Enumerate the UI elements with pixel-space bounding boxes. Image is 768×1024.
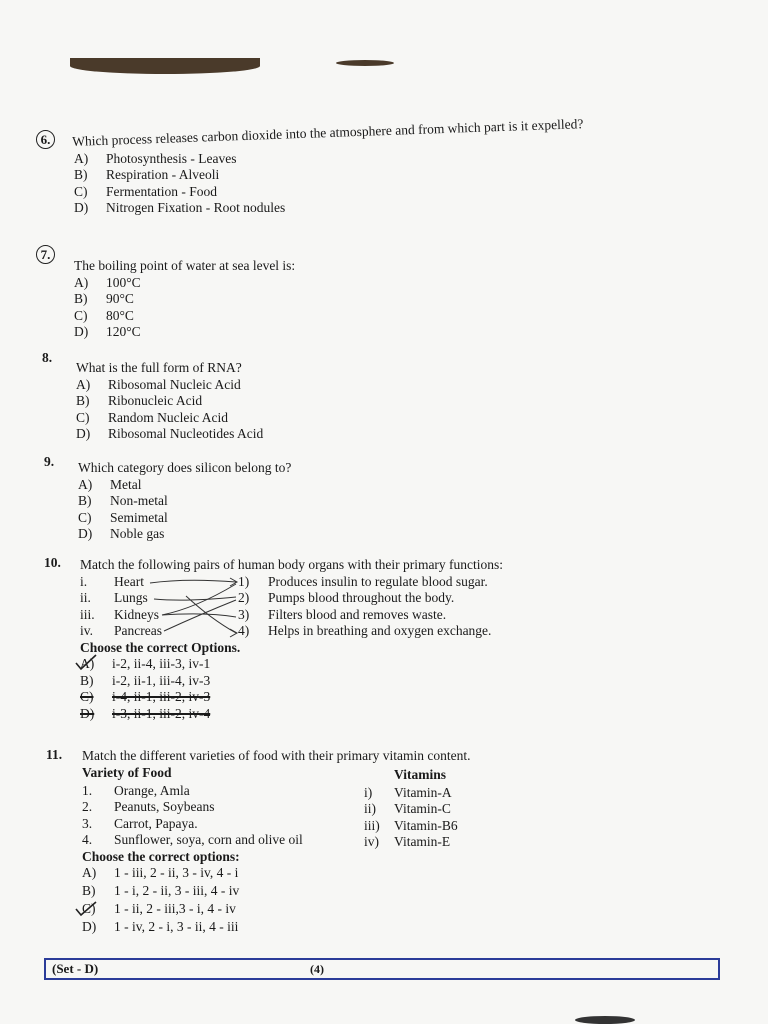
q11-food-3: 3. Carrot, Papaya. [82, 815, 198, 831]
q10-left-4: iv. Pancreas [80, 623, 162, 638]
q10-left-3: iii. Kidneys [80, 606, 159, 622]
q8-option-c: C) Random Nucleic Acid [76, 409, 228, 425]
q11-text: Match the different varieties of food with their primary vitamin content. [82, 748, 471, 763]
q11-option-b: B) 1 - i, 2 - ii, 3 - iii, 4 - iv [82, 883, 240, 898]
top-smudge-left [70, 58, 260, 74]
q11-block [82, 748, 502, 937]
q11-vitamin-3: iii) Vitamin-B6 [364, 817, 458, 833]
q8-option-b: B) Ribonucleic Acid [76, 393, 203, 408]
q11-food-2: 2. Peanuts, Soybeans [82, 799, 215, 814]
q7-option-d: D) 120°C [74, 324, 141, 339]
q10-option-d: D) i-3, ii-1, iii-2, iv-4 [80, 705, 211, 721]
q11-option-d: D) 1 - iv, 2 - i, 3 - ii, 4 - iii [82, 919, 239, 934]
q10-option-a: A) i-2, ii-4, iii-3, iv-1 [80, 656, 540, 673]
q10-block [80, 557, 540, 722]
q7-number: 7. [36, 245, 55, 264]
q8-block [76, 360, 476, 443]
q7-option-c: C) 80°C [74, 307, 134, 323]
q9-block [78, 460, 478, 543]
q6-option-c: C) Fermentation - Food [74, 183, 217, 199]
q7-option-b: B) 90°C [74, 291, 134, 306]
q10-right-2: 2) Pumps blood throughout the body. [238, 590, 455, 605]
q10-left-2: ii. Lungs [80, 590, 148, 605]
q11-option-a: A) 1 - iii, 2 - ii, 3 - iv, 4 - i [82, 865, 239, 880]
set-label: (Set - D) [52, 961, 99, 976]
q11-vitamin-1: i) Vitamin-A [364, 784, 452, 800]
page-number: (4) [310, 962, 324, 976]
q11-vitamin-4: iv) Vitamin-E [364, 834, 451, 849]
q7-text: The boiling point of water at sea level is: [74, 258, 296, 273]
q6-option-a: A) Photosynthesis - Leaves [74, 150, 237, 166]
q6-option-d: D) Nitrogen Fixation - Root nodules [74, 200, 286, 215]
q6-block [72, 116, 592, 217]
q9-option-c: C) Semimetal [78, 509, 168, 525]
q10-text: Match the following pairs of human body organs with their primary functions: [80, 557, 504, 572]
tick-mark-icon [74, 654, 100, 672]
q8-text: What is the full form of RNA? [76, 360, 242, 375]
q11-col2-header: Vitamins [394, 766, 447, 782]
q11-col1-header: Variety of Food [82, 764, 172, 780]
bottom-smudge [575, 1016, 635, 1024]
q9-option-a: A) Metal [78, 476, 142, 492]
q10-number: 10. [44, 555, 61, 570]
q10-right-1: 1) Produces insulin to regulate blood sugar. [238, 573, 488, 589]
q10-choose-label: Choose the correct Options. [80, 639, 241, 655]
q11-food-1: 1. Orange, Amla [82, 782, 190, 798]
q9-text: Which category does silicon belong to? [78, 460, 292, 475]
q11-vitamin-2: ii) Vitamin-C [364, 801, 451, 816]
tick-mark-icon [74, 900, 100, 918]
q10-match-lines [146, 574, 246, 640]
q10-option-c: C) i-4, ii-1, iii-2, iv-3 [80, 689, 211, 704]
q7-block [74, 258, 474, 341]
q11-option-c: C) 1 - ii, 2 - iii,3 - i, 4 - iv [82, 901, 502, 919]
q9-option-d: D) Noble gas [78, 526, 165, 541]
q8-option-d: D) Ribosomal Nucleotides Acid [76, 426, 264, 441]
q11-number: 11. [46, 747, 63, 762]
q10-option-b: B) i-2, ii-1, iii-4, iv-3 [80, 672, 211, 688]
q8-number: 8. [42, 350, 53, 365]
q6-text: Which process releases carbon dioxide into the atmosphere and from which part is it expelled? [72, 116, 584, 149]
q10-right-3: 3) Filters blood and removes waste. [238, 606, 447, 622]
q11-food-4: 4. Sunflower, soya, corn and olive oil [82, 832, 303, 847]
q9-number: 9. [44, 454, 55, 469]
q7-option-a: A) 100°C [74, 274, 141, 290]
q8-option-a: A) Ribosomal Nucleic Acid [76, 376, 241, 392]
q11-choose-label: Choose the correct options: [82, 848, 240, 864]
q9-option-b: B) Non-metal [78, 493, 168, 508]
q10-left-1: i. Heart [80, 573, 144, 589]
q6-number: 6. [36, 130, 55, 149]
q10-right-4: 4) Helps in breathing and oxygen exchange. [238, 623, 492, 638]
q6-option-b: B) Respiration - Alveoli [74, 167, 220, 182]
top-smudge-right [336, 60, 394, 66]
page-footer [44, 958, 720, 980]
